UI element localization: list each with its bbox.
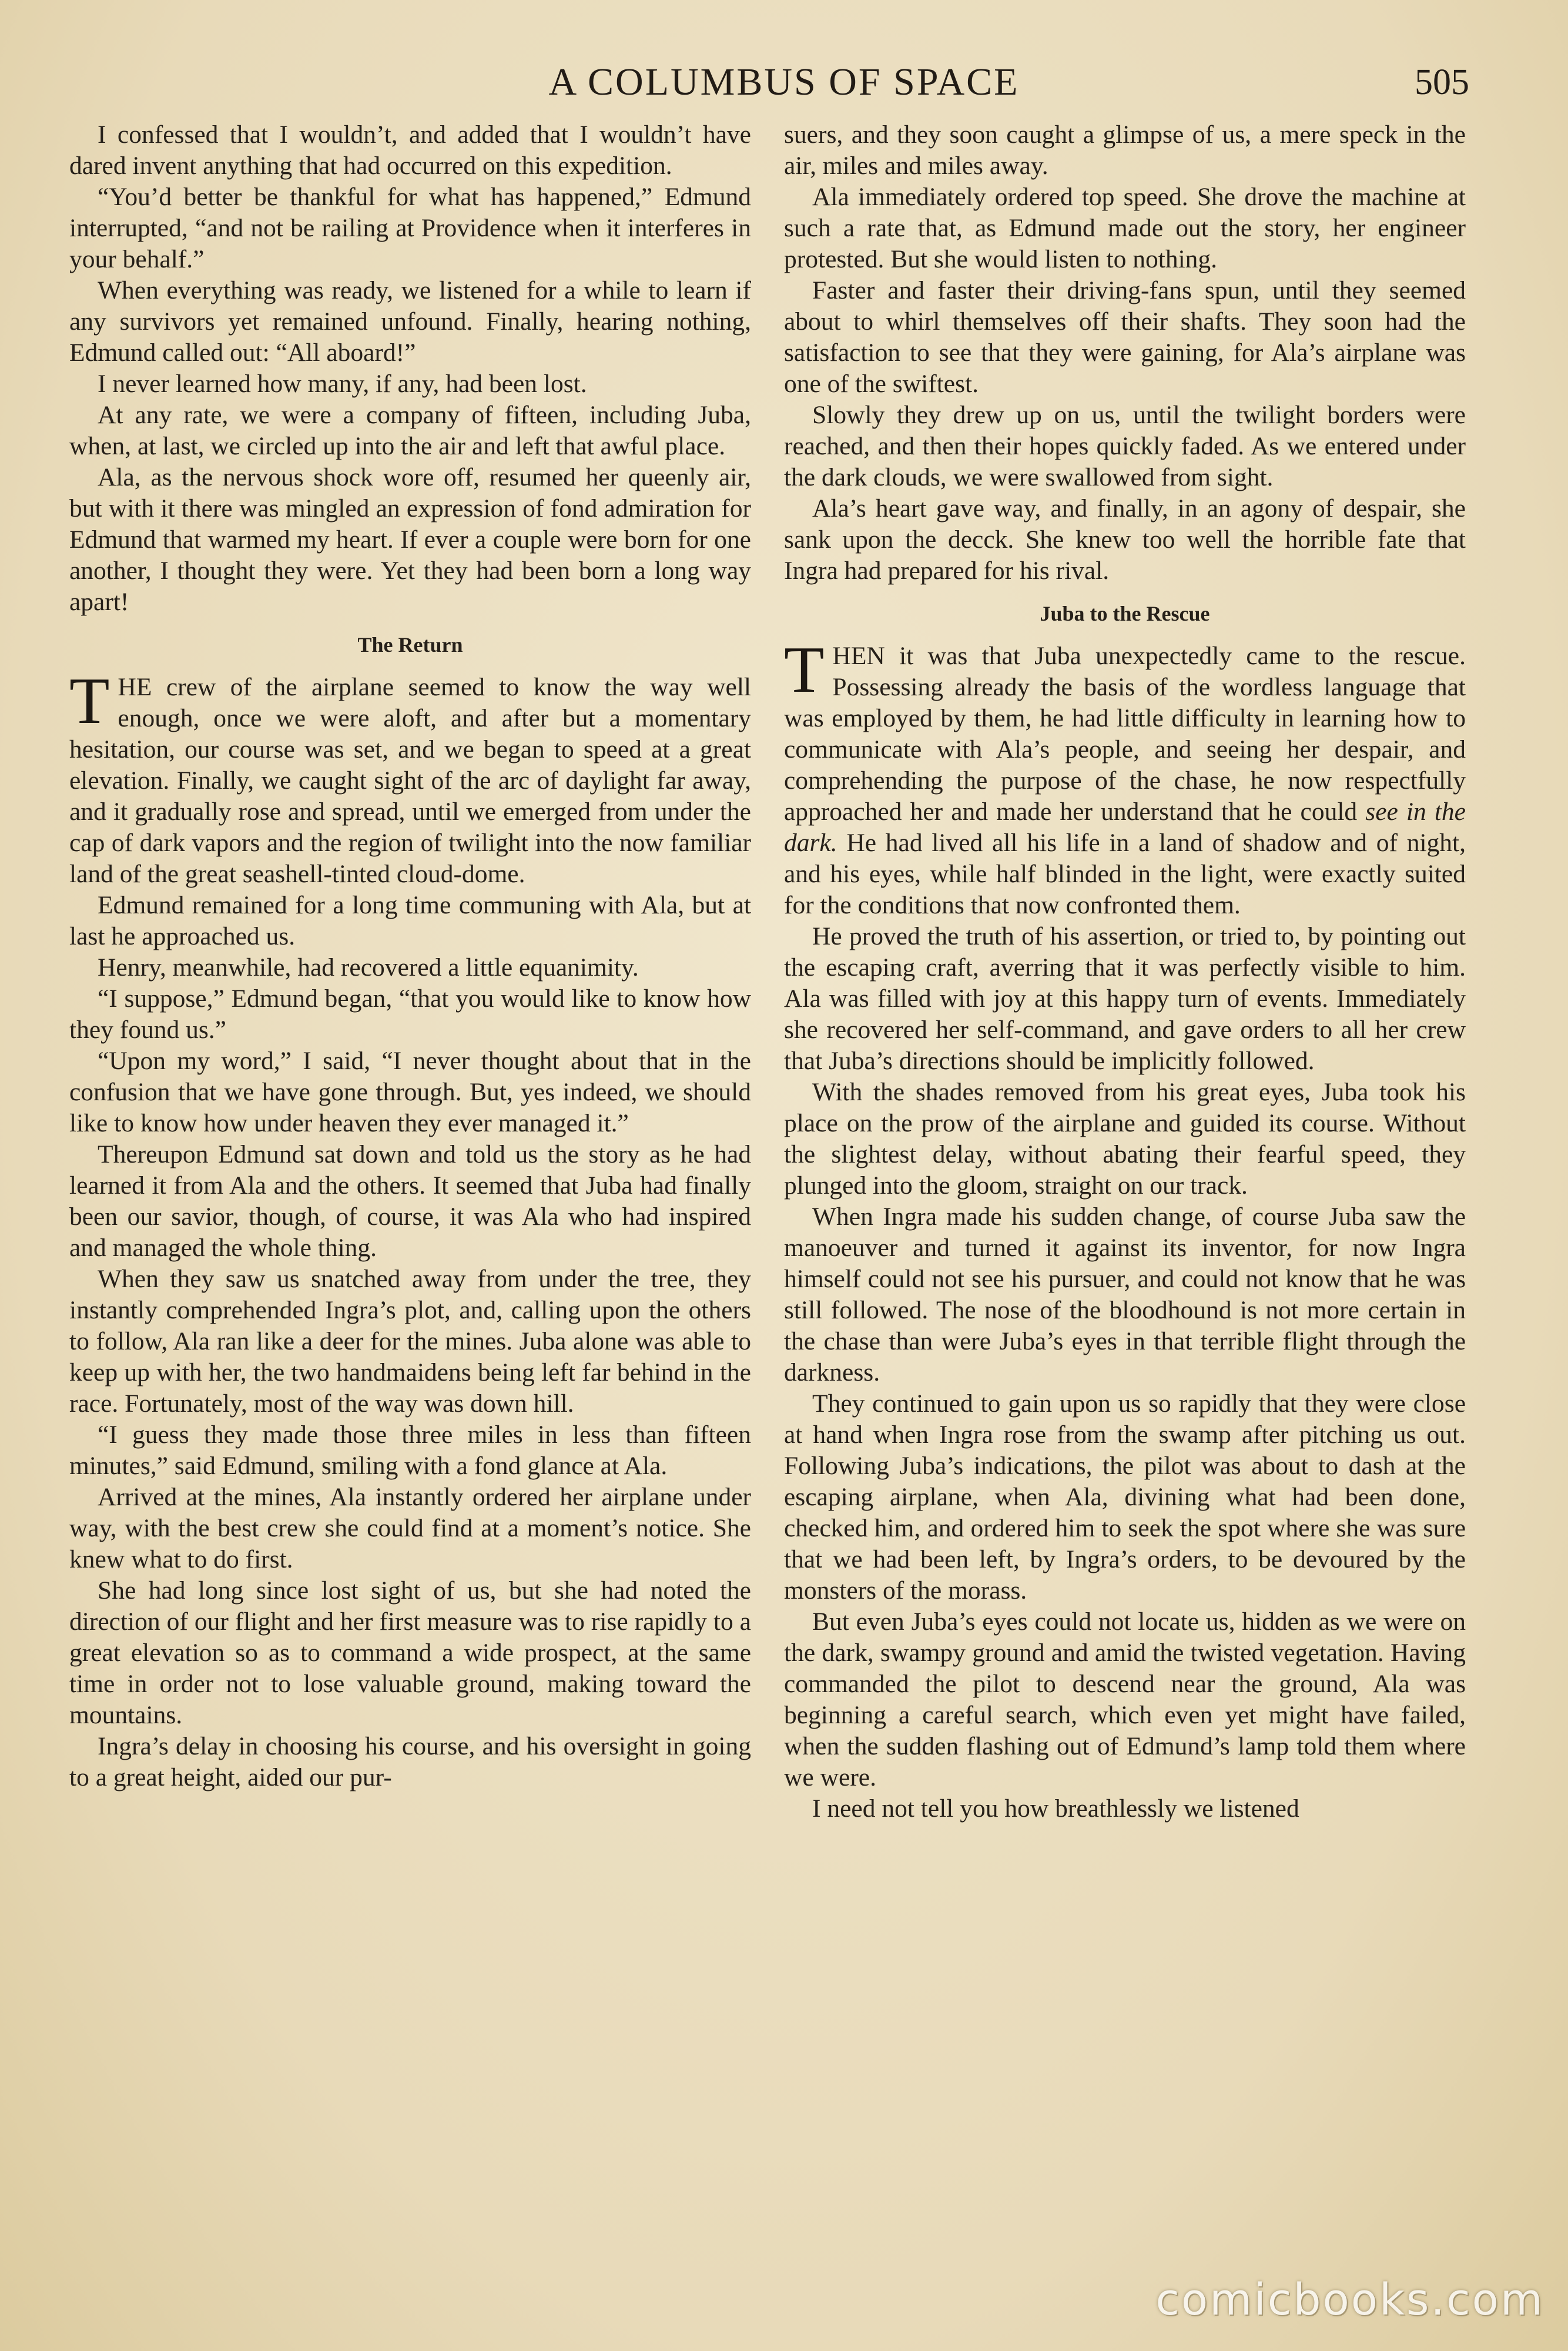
paragraph: “Upon my word,” I said, “I never thought about that in the confusion that we have gone through. But, yes indeed, we should like to know how under heaven they ever managed it.”	[69, 1047, 751, 1137]
paragraph: Henry, meanwhile, had recovered a little equanimity.	[98, 953, 639, 982]
paragraph: Arrived at the mines, Ala instantly ordered her airplane under way, with the best crew she could find at a moment’s notice. She knew what to do first.	[69, 1483, 751, 1573]
paragraph: They continued to gain upon us so rapidly that they were close at hand when Ingra rose from the swamp after pitching us out. Following Juba’s indications, the pilot was about to dash at the escaping airplane, when Ala, divining what had been done, checked him, and ordered him to seek the spot where she was sure that we had been left, by Ingra’s orders, to be devoured by the monsters of the morass.	[784, 1389, 1466, 1605]
section-heading-juba-to-the-rescue: Juba to the Rescue	[1040, 602, 1210, 625]
paragraph-text: HE crew of the airplane seemed to know the way well enough, once we were aloft, and after but a momentary hesitation, our course was set, and we began to speed at a great elevation. Finally, we caught sight of the arc of daylight far away, and it gradually rose and spread, until we emerged from under the cap of dark vapors and the region of twilight into the now familiar land of the great seashell-tinted cloud-dome.	[69, 673, 751, 888]
paragraph: Slowly they drew up on us, until the twilight borders were reached, and then their hopes quickly faded. As we entered under the dark clouds, we were swallowed from sight.	[784, 401, 1466, 491]
paragraph: When everything was ready, we listened for a while to learn if any survivors yet remained unfound. Finally, hearing nothing, Edmund called out: “All aboard!”	[69, 276, 751, 367]
left-column	[69, 119, 751, 1793]
paragraph: Ala’s heart gave way, and finally, in an agony of despair, she sank upon the decck. She knew too well the horrible fate that Ingra had prepared for his rival.	[784, 494, 1466, 585]
paragraph: Ingra’s delay in choosing his course, and his oversight in going to a great height, aided our pur-	[69, 1732, 751, 1791]
paragraph: When they saw us snatched away from under the tree, they instantly comprehended Ingra’s plot, and, calling upon the others to follow, Ala ran like a deer for the mines. Juba alone was able to keep up with her, the two handmaidens being left far behind in the race. Fortunately, most of the way was down hill.	[69, 1265, 751, 1418]
paragraph-text: He had lived all his life in a land of shadow and of night, and his eyes, while half blinded in the light, were exactly suited for the conditions that now confronted them.	[784, 829, 1466, 919]
right-column	[784, 119, 1466, 1824]
page-header	[0, 56, 1568, 109]
paragraph: Ala immediately ordered top speed. She drove the machine at such a rate that, as Edmund made out the story, her engineer protested. But she would listen to nothing.	[784, 183, 1466, 273]
paragraph: Faster and faster their driving-fans spun, until they seemed about to whirl themselves off their shafts. They soon had the satisfaction to see that they were gaining, for Ala’s airplane was one of the swiftest.	[784, 276, 1466, 398]
paragraph: I confessed that I wouldn’t, and added that I wouldn’t have dared invent anything that had occurred on this expedition.	[69, 120, 751, 180]
section-heading-the-return: The Return	[357, 633, 463, 657]
paragraph-text: HEN it was that Juba unexpectedly came to the rescue. Possessing already the basis of the wordless language that was employed by them, he had little difficulty in learning how to communicate with Ala’s people, and seeing her despair, and comprehending the purpose of the chase, he now respectfully approached her and made her understand that he could	[784, 642, 1466, 826]
paragraph-with-drop-cap	[784, 634, 1466, 921]
running-title: A COLUMBUS OF SPACE	[548, 61, 1020, 103]
paragraph: With the shades removed from his great eyes, Juba took his place on the prow of the airplane and guided its course. Without the slightest delay, without abating their fearful speed, they plunged into the gloom, straight on our track.	[784, 1078, 1466, 1200]
paragraph: When Ingra made his sudden change, of course Juba saw the manoeuver and turned it against its inventor, for now Ingra himself could not see his pursuer, and could not know that he was still followed. The nose of the bloodhound is not more certain in the chase than were Juba’s eyes in that terrible flight through the darkness.	[784, 1203, 1466, 1387]
paragraph: Edmund remained for a long time communing with Ala, but at last he approached us.	[69, 891, 751, 950]
paragraph: “I suppose,” Edmund began, “that you would like to know how they found us.”	[69, 984, 751, 1044]
emphasis-text: see in the dark.	[784, 798, 1466, 857]
page-number: 505	[1415, 62, 1469, 102]
paragraph: He proved the truth of his assertion, or tried to, by pointing out the escaping craft, averring that it was perfectly visible to him. Ala was filled with joy at this happy turn of events. Immediately she recovered her self-command, and gave orders to all her crew that Juba’s directions should be implicitly followed.	[784, 922, 1466, 1075]
drop-cap: T	[784, 634, 825, 706]
paragraph: Thereupon Edmund sat down and told us the story as he had learned it from Ala and the others. It seemed that Juba had finally been our savior, though, of course, it was Ala who had inspired and managed the whole thing.	[69, 1140, 751, 1262]
paragraph: At any rate, we were a company of fifteen, including Juba, when, at last, we circled up into the air and left that awful place.	[69, 401, 751, 460]
paragraph: “I guess they made those three miles in less than fifteen minutes,” said Edmund, smiling with a fond glance at Ala.	[69, 1421, 751, 1480]
paragraph: She had long since lost sight of us, but she had noted the direction of our flight and her first measure was to rise rapidly to a great elevation so as to command a wide prospect, at the same time in order not to lose valuable ground, making toward the mountains.	[69, 1576, 751, 1729]
drop-cap: T	[69, 665, 110, 738]
paragraph-with-drop-cap	[69, 665, 751, 890]
paragraph: Ala, as the nervous shock wore off, resumed her queenly air, but with it there was mingled an expression of fond admiration for Edmund that warmed my heart. If ever a couple were born for one another, I thought they were. Yet they had been born a long way apart!	[69, 463, 751, 616]
site-watermark: comicbooks.com	[1155, 2275, 1544, 2325]
paragraph-continued: suers, and they soon caught a glimpse of us, a mere speck in the air, miles and miles away.	[784, 120, 1466, 180]
paragraph: I need not tell you how breathlessly we listened	[812, 1794, 1299, 1823]
paragraph: “You’d better be thankful for what has happened,” Edmund interrupted, “and not be railing at Providence when it interferes in your behalf.”	[69, 183, 751, 273]
paragraph: But even Juba’s eyes could not locate us, hidden as we were on the dark, swampy ground and amid the twisted vegetation. Having commanded the pilot to descend near the ground, Ala was beginning a careful search, which even yet might have failed, when the sudden flashing out of Edmund’s lamp told them where we were.	[784, 1607, 1466, 1791]
paragraph: I never learned how many, if any, had been lost.	[98, 370, 587, 398]
